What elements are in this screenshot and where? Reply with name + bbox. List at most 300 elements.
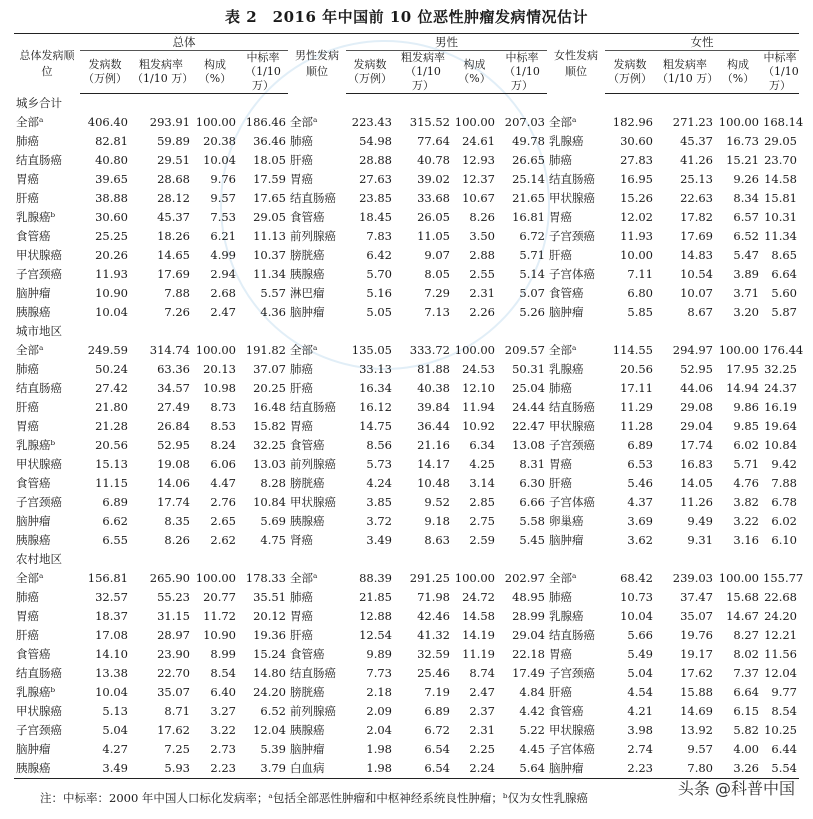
value-cell: 16.12 <box>359 400 392 414</box>
value-cell: 16.81 <box>512 210 545 224</box>
cancer-site-cell: 胰腺癌 <box>290 267 325 281</box>
value-cell: 4.00 <box>733 742 759 756</box>
value-cell: 9.57 <box>687 742 713 756</box>
value-cell: 59.89 <box>157 134 190 148</box>
cancer-site-cell: 肺癌 <box>16 362 39 376</box>
value-cell: 8.05 <box>424 267 450 281</box>
value-cell: 14.06 <box>157 476 190 490</box>
value-cell: 9.85 <box>733 419 759 433</box>
cancer-site-cell: 肺癌 <box>16 134 39 148</box>
value-cell: 5.85 <box>627 305 653 319</box>
value-cell: 36.46 <box>253 134 286 148</box>
cancer-site-cell: 全部ᵃ <box>16 571 44 585</box>
value-cell: 249.59 <box>87 343 128 357</box>
value-cell: 17.95 <box>726 362 759 376</box>
cancer-site-cell: 乳腺癌ᵇ <box>16 685 56 699</box>
value-cell: 178.33 <box>245 571 286 585</box>
cancer-site-cell: 结直肠癌 <box>549 400 595 414</box>
value-cell: 8.27 <box>733 628 759 642</box>
value-cell: 5.64 <box>497 759 547 779</box>
value-cell: 5.07 <box>519 286 545 300</box>
value-cell: 52.95 <box>157 438 190 452</box>
value-cell: 2.24 <box>452 759 497 779</box>
cancer-site-cell: 白血病 <box>288 759 346 779</box>
header-total: 总体 <box>80 34 288 51</box>
cancer-site-cell: 脑肿瘤 <box>16 514 51 528</box>
value-cell: 20.77 <box>203 590 236 604</box>
value-cell: 7.11 <box>627 267 653 281</box>
table-row <box>14 303 799 322</box>
value-cell: 7.29 <box>424 286 450 300</box>
value-cell: 82.81 <box>95 134 128 148</box>
header-proportion: 构成（%） <box>715 51 761 94</box>
value-cell: 239.03 <box>672 571 713 585</box>
value-cell: 4.54 <box>627 685 653 699</box>
value-cell: 37.47 <box>680 590 713 604</box>
value-cell: 34.57 <box>157 381 190 395</box>
value-cell: 19.08 <box>157 457 190 471</box>
value-cell: 2.62 <box>210 533 236 547</box>
value-cell: 6.15 <box>733 704 759 718</box>
table-row <box>14 379 799 398</box>
cancer-site-cell: 脑肿瘤 <box>549 533 584 547</box>
value-cell: 32.59 <box>417 647 450 661</box>
value-cell: 15.24 <box>253 647 286 661</box>
value-cell: 314.74 <box>149 343 190 357</box>
value-cell: 40.78 <box>417 153 450 167</box>
value-cell: 5.82 <box>733 723 759 737</box>
cancer-site-cell: 脑肿瘤 <box>547 759 605 779</box>
value-cell: 207.03 <box>504 115 545 129</box>
value-cell: 17.65 <box>253 191 286 205</box>
value-cell: 35.07 <box>157 685 190 699</box>
value-cell: 28.97 <box>157 628 190 642</box>
value-cell: 209.57 <box>504 343 545 357</box>
cancer-site-cell: 肝癌 <box>290 381 313 395</box>
table-title: 表 2 2016 年中国前 10 位恶性肿瘤发病情况估计 <box>225 8 588 26</box>
value-cell: 3.85 <box>366 495 392 509</box>
value-cell: 15.13 <box>95 457 128 471</box>
value-cell: 11.34 <box>253 267 286 281</box>
value-cell: 8.28 <box>260 476 286 490</box>
value-cell: 19.64 <box>764 419 797 433</box>
value-cell: 4.75 <box>260 533 286 547</box>
value-cell: 3.98 <box>627 723 653 737</box>
value-cell: 100.00 <box>718 571 759 585</box>
cancer-site-cell: 全部ᵃ <box>290 571 318 585</box>
value-cell: 186.46 <box>245 115 286 129</box>
value-cell: 11.05 <box>417 229 450 243</box>
value-cell: 15.26 <box>620 191 653 205</box>
value-cell: 28.99 <box>512 609 545 623</box>
cancer-site-cell: 子宫颈癌 <box>549 666 595 680</box>
value-cell: 20.56 <box>620 362 653 376</box>
value-cell: 39.84 <box>417 400 450 414</box>
table-row <box>14 417 799 436</box>
cancer-site-cell: 甲状腺癌 <box>16 457 62 471</box>
value-cell: 10.67 <box>462 191 495 205</box>
value-cell: 29.04 <box>512 628 545 642</box>
cancer-site-cell: 结直肠癌 <box>16 381 62 395</box>
value-cell: 5.49 <box>627 647 653 661</box>
cancer-site-cell: 肝癌 <box>549 476 572 490</box>
value-cell: 16.48 <box>253 400 286 414</box>
cancer-site-cell: 甲状腺癌 <box>16 248 62 262</box>
value-cell: 20.13 <box>203 362 236 376</box>
value-cell: 22.47 <box>512 419 545 433</box>
value-cell: 6.55 <box>102 533 128 547</box>
value-cell: 4.42 <box>519 704 545 718</box>
value-cell: 35.07 <box>680 609 713 623</box>
header-crude-rate: 粗发病率（1/10 万） <box>130 51 192 94</box>
value-cell: 25.14 <box>512 172 545 186</box>
table-row <box>14 740 799 759</box>
value-cell: 32.25 <box>764 362 797 376</box>
value-cell: 5.46 <box>627 476 653 490</box>
section-label: 城市地区 <box>16 324 62 338</box>
value-cell: 5.47 <box>733 248 759 262</box>
cancer-site-cell: 胃癌 <box>290 419 313 433</box>
value-cell: 6.89 <box>627 438 653 452</box>
table-row <box>14 702 799 721</box>
value-cell: 10.04 <box>620 609 653 623</box>
value-cell: 12.04 <box>253 723 286 737</box>
value-cell: 37.07 <box>253 362 286 376</box>
cancer-site-cell: 膀胱癌 <box>290 685 325 699</box>
value-cell: 15.82 <box>253 419 286 433</box>
header-male-rank: 男性发病顺位 <box>288 34 346 94</box>
header-crude-rate: 粗发病率（1/10 万） <box>655 51 715 94</box>
value-cell: 8.24 <box>210 438 236 452</box>
cancer-site-cell: 淋巴瘤 <box>290 286 325 300</box>
table-row <box>14 645 799 664</box>
value-cell: 2.73 <box>210 742 236 756</box>
value-cell: 2.55 <box>469 267 495 281</box>
cancer-site-cell: 全部ᵃ <box>290 343 318 357</box>
value-cell: 9.42 <box>771 457 797 471</box>
value-cell: 8.65 <box>771 248 797 262</box>
value-cell: 176.44 <box>763 343 804 357</box>
value-cell: 4.47 <box>210 476 236 490</box>
value-cell: 14.67 <box>726 609 759 623</box>
value-cell: 7.13 <box>424 305 450 319</box>
value-cell: 15.81 <box>764 191 797 205</box>
value-cell: 23.85 <box>359 191 392 205</box>
value-cell: 9.86 <box>733 400 759 414</box>
value-cell: 81.88 <box>417 362 450 376</box>
value-cell: 8.74 <box>469 666 495 680</box>
value-cell: 5.39 <box>260 742 286 756</box>
value-cell: 10.04 <box>95 685 128 699</box>
value-cell: 2.26 <box>469 305 495 319</box>
value-cell: 3.72 <box>366 514 392 528</box>
cancer-site-cell: 甲状腺癌 <box>290 495 336 509</box>
value-cell: 16.19 <box>764 400 797 414</box>
value-cell: 21.85 <box>359 590 392 604</box>
value-cell: 100.00 <box>454 571 495 585</box>
value-cell: 2.68 <box>210 286 236 300</box>
value-cell: 11.94 <box>462 400 495 414</box>
value-cell: 24.20 <box>253 685 286 699</box>
value-cell: 35.51 <box>253 590 286 604</box>
value-cell: 12.93 <box>462 153 495 167</box>
value-cell: 4.21 <box>627 704 653 718</box>
value-cell: 24.61 <box>462 134 495 148</box>
value-cell: 20.56 <box>95 438 128 452</box>
value-cell: 29.05 <box>253 210 286 224</box>
value-cell: 30.60 <box>95 210 128 224</box>
value-cell: 68.42 <box>620 571 653 585</box>
value-cell: 16.95 <box>620 172 653 186</box>
cancer-site-cell: 胃癌 <box>549 457 572 471</box>
value-cell: 14.19 <box>462 628 495 642</box>
value-cell: 3.62 <box>627 533 653 547</box>
cancer-site-cell: 肺癌 <box>549 590 572 604</box>
value-cell: 5.22 <box>519 723 545 737</box>
value-cell: 223.43 <box>351 115 392 129</box>
cancer-site-cell: 肺癌 <box>290 590 313 604</box>
value-cell: 4.76 <box>733 476 759 490</box>
value-cell: 5.54 <box>761 759 799 779</box>
value-cell: 6.02 <box>771 514 797 528</box>
table-row <box>14 569 799 588</box>
table-row <box>14 170 799 189</box>
table-row <box>14 721 799 740</box>
cancer-site-cell: 结直肠癌 <box>549 172 595 186</box>
cancer-site-cell: 胃癌 <box>290 172 313 186</box>
value-cell: 17.49 <box>512 666 545 680</box>
table-row <box>14 113 799 132</box>
value-cell: 22.70 <box>157 666 190 680</box>
value-cell: 41.32 <box>417 628 450 642</box>
value-cell: 5.66 <box>627 628 653 642</box>
value-cell: 36.44 <box>417 419 450 433</box>
value-cell: 5.04 <box>102 723 128 737</box>
value-cell: 10.92 <box>462 419 495 433</box>
value-cell: 8.54 <box>771 704 797 718</box>
cancer-site-cell: 脑肿瘤 <box>16 286 51 300</box>
value-cell: 4.27 <box>102 742 128 756</box>
value-cell: 14.94 <box>726 381 759 395</box>
value-cell: 1.98 <box>366 742 392 756</box>
value-cell: 5.93 <box>130 759 192 779</box>
table-row <box>14 341 799 360</box>
header-row-groups <box>14 34 799 51</box>
value-cell: 156.81 <box>87 571 128 585</box>
table-row <box>14 455 799 474</box>
value-cell: 21.65 <box>512 191 545 205</box>
cancer-site-cell: 肝癌 <box>290 153 313 167</box>
cancer-site-cell: 肾癌 <box>290 533 313 547</box>
value-cell: 6.40 <box>210 685 236 699</box>
cancer-site-cell: 子宫颈癌 <box>549 229 595 243</box>
value-cell: 294.97 <box>672 343 713 357</box>
value-cell: 3.69 <box>627 514 653 528</box>
table-row <box>14 284 799 303</box>
value-cell: 7.53 <box>210 210 236 224</box>
value-cell: 11.26 <box>680 495 713 509</box>
cancer-site-cell: 肺癌 <box>16 590 39 604</box>
value-cell: 9.26 <box>733 172 759 186</box>
value-cell: 6.21 <box>210 229 236 243</box>
value-cell: 40.38 <box>417 381 450 395</box>
value-cell: 33.13 <box>359 362 392 376</box>
value-cell: 14.83 <box>680 248 713 262</box>
value-cell: 39.65 <box>95 172 128 186</box>
cancer-site-cell: 肝癌 <box>16 400 39 414</box>
value-cell: 3.20 <box>733 305 759 319</box>
value-cell: 10.00 <box>620 248 653 262</box>
value-cell: 2.75 <box>469 514 495 528</box>
value-cell: 27.83 <box>620 153 653 167</box>
value-cell: 14.05 <box>680 476 713 490</box>
value-cell: 12.88 <box>359 609 392 623</box>
value-cell: 6.52 <box>260 704 286 718</box>
value-cell: 8.02 <box>733 647 759 661</box>
value-cell: 24.72 <box>462 590 495 604</box>
value-cell: 3.89 <box>733 267 759 281</box>
value-cell: 19.36 <box>253 628 286 642</box>
value-cell: 28.88 <box>359 153 392 167</box>
cancer-site-cell: 胰腺癌 <box>290 514 325 528</box>
value-cell: 29.51 <box>157 153 190 167</box>
value-cell: 29.08 <box>680 400 713 414</box>
table-row <box>14 626 799 645</box>
value-cell: 52.95 <box>680 362 713 376</box>
value-cell: 23.70 <box>764 153 797 167</box>
value-cell: 4.84 <box>519 685 545 699</box>
cancer-site-cell: 肺癌 <box>290 362 313 376</box>
value-cell: 3.16 <box>733 533 759 547</box>
value-cell: 10.90 <box>95 286 128 300</box>
value-cell: 6.54 <box>394 759 452 779</box>
value-cell: 2.23 <box>605 759 655 779</box>
value-cell: 2.47 <box>210 305 236 319</box>
value-cell: 3.22 <box>210 723 236 737</box>
value-cell: 5.73 <box>366 457 392 471</box>
value-cell: 25.46 <box>417 666 450 680</box>
value-cell: 6.54 <box>424 742 450 756</box>
value-cell: 19.17 <box>680 647 713 661</box>
value-cell: 15.21 <box>726 153 759 167</box>
value-cell: 15.88 <box>680 685 713 699</box>
value-cell: 6.89 <box>102 495 128 509</box>
table-row <box>14 227 799 246</box>
value-cell: 2.18 <box>366 685 392 699</box>
cancer-site-cell: 胰腺癌 <box>14 759 80 779</box>
header-proportion: 构成（%） <box>452 51 497 94</box>
cancer-site-cell: 乳腺癌ᵇ <box>16 210 56 224</box>
value-cell: 31.15 <box>157 609 190 623</box>
value-cell: 155.77 <box>763 571 804 585</box>
value-cell: 17.74 <box>157 495 190 509</box>
value-cell: 100.00 <box>195 571 236 585</box>
value-cell: 8.26 <box>164 533 190 547</box>
cancer-site-cell: 前列腺癌 <box>290 457 336 471</box>
value-cell: 11.93 <box>95 267 128 281</box>
value-cell: 14.65 <box>157 248 190 262</box>
value-cell: 12.54 <box>359 628 392 642</box>
value-cell: 2.94 <box>210 267 236 281</box>
value-cell: 54.98 <box>359 134 392 148</box>
value-cell: 18.26 <box>157 229 190 243</box>
cancer-site-cell: 肺癌 <box>549 381 572 395</box>
value-cell: 48.95 <box>512 590 545 604</box>
value-cell: 8.99 <box>210 647 236 661</box>
value-cell: 2.47 <box>469 685 495 699</box>
value-cell: 3.14 <box>469 476 495 490</box>
value-cell: 100.00 <box>195 115 236 129</box>
value-cell: 21.28 <box>95 419 128 433</box>
value-cell: 5.71 <box>519 248 545 262</box>
value-cell: 27.42 <box>95 381 128 395</box>
value-cell: 24.20 <box>764 609 797 623</box>
value-cell: 17.08 <box>95 628 128 642</box>
cancer-site-cell: 全部ᵃ <box>16 343 44 357</box>
cancer-site-cell: 子宫体癌 <box>549 495 595 509</box>
value-cell: 6.06 <box>210 457 236 471</box>
header-asr: 中标率（1/10 万） <box>497 51 547 94</box>
value-cell: 4.37 <box>627 495 653 509</box>
value-cell: 10.84 <box>764 438 797 452</box>
value-cell: 11.72 <box>203 609 236 623</box>
cancer-site-cell: 甲状腺癌 <box>549 191 595 205</box>
cancer-site-cell: 食管癌 <box>290 647 325 661</box>
value-cell: 5.87 <box>771 305 797 319</box>
value-cell: 7.37 <box>733 666 759 680</box>
value-cell: 17.62 <box>680 666 713 680</box>
value-cell: 30.60 <box>620 134 653 148</box>
value-cell: 315.52 <box>409 115 450 129</box>
value-cell: 12.04 <box>764 666 797 680</box>
value-cell: 191.82 <box>245 343 286 357</box>
header-female: 女性 <box>605 34 799 51</box>
value-cell: 10.98 <box>203 381 236 395</box>
value-cell: 42.46 <box>417 609 450 623</box>
cancer-site-cell: 前列腺癌 <box>290 229 336 243</box>
value-cell: 10.04 <box>203 153 236 167</box>
value-cell: 17.11 <box>620 381 653 395</box>
cancer-site-cell: 膀胱癌 <box>290 476 325 490</box>
value-cell: 2.23 <box>192 759 238 779</box>
section-header-row <box>14 550 799 569</box>
value-cell: 9.49 <box>687 514 713 528</box>
value-cell: 45.37 <box>157 210 190 224</box>
header-row-metrics <box>14 51 799 94</box>
value-cell: 24.53 <box>462 362 495 376</box>
value-cell: 5.26 <box>519 305 545 319</box>
value-cell: 17.82 <box>680 210 713 224</box>
value-cell: 13.92 <box>680 723 713 737</box>
value-cell: 20.26 <box>95 248 128 262</box>
cancer-site-cell: 结直肠癌 <box>16 153 62 167</box>
value-cell: 271.23 <box>672 115 713 129</box>
cancer-site-cell: 胃癌 <box>549 647 572 661</box>
value-cell: 6.72 <box>519 229 545 243</box>
value-cell: 14.17 <box>417 457 450 471</box>
table-row <box>14 436 799 455</box>
cancer-site-cell: 子宫颈癌 <box>16 723 62 737</box>
header-female-rank: 女性发病顺位 <box>547 34 605 94</box>
value-cell: 18.05 <box>253 153 286 167</box>
value-cell: 26.05 <box>417 210 450 224</box>
cancer-site-cell: 膀胱癌 <box>290 248 325 262</box>
value-cell: 8.67 <box>687 305 713 319</box>
value-cell: 3.27 <box>210 704 236 718</box>
value-cell: 11.29 <box>620 400 653 414</box>
value-cell: 2.88 <box>469 248 495 262</box>
value-cell: 7.19 <box>424 685 450 699</box>
